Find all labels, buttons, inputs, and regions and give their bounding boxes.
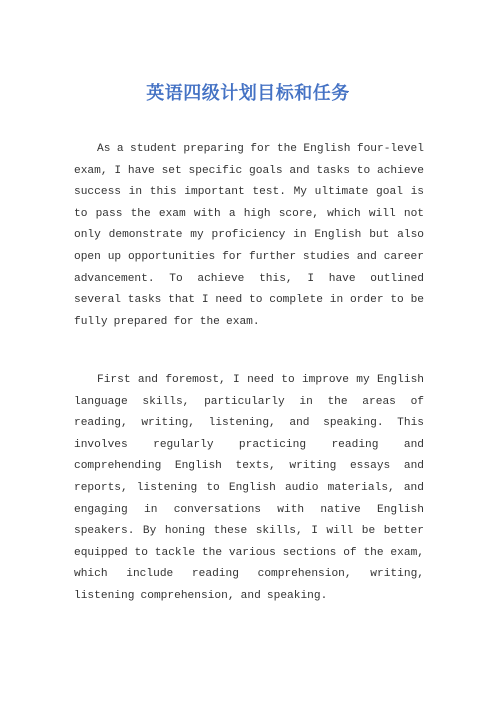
document-title: 英语四级计划目标和任务	[146, 83, 350, 104]
paragraph-1: As a student preparing for the English four-level exam, I have set specific goals and tasks to achieve success in this important test. My ultimate goal is to pass the exam with a high score, which will not only demonstrate my proficiency in English but also open up opportunities for further studies and career advancement. To achieve this, I have outlined several tasks that I need to complete in order to be fully prepared for the exam.	[74, 143, 424, 328]
paragraph-2: First and foremost, I need to improve my English language skills, particularly in the areas of reading, writing, listening, and speaking. This involves regularly practicing reading and comprehending English texts, writing essays and reports, listening to English audio materials, and engaging in conversations with native English speakers. By honing these skills, I will be better equipped to tackle the various sections of the exam, which include reading comprehension, writing, listening comprehension, and speaking.	[74, 374, 424, 602]
